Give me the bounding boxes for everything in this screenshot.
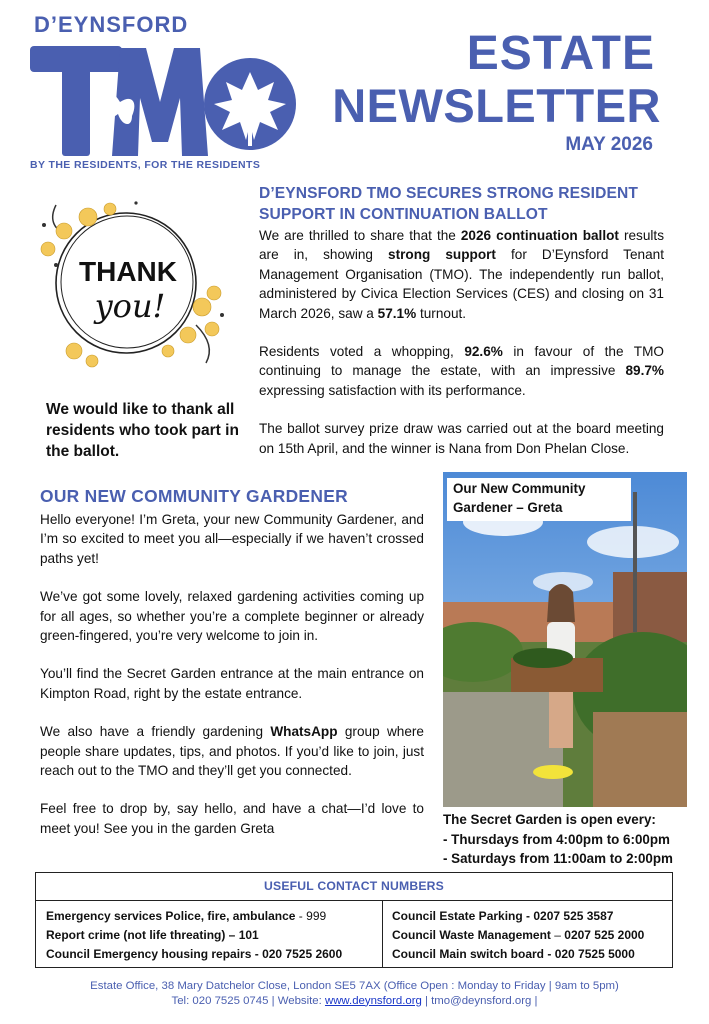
ballot-article-body <box>259 226 664 477</box>
flower-cluster-top-left-icon <box>41 203 116 256</box>
footer <box>0 979 709 1008</box>
gardener-photo <box>443 472 687 807</box>
gardener-heading: OUR NEW COMMUNITY GARDENER <box>40 486 348 506</box>
contacts-title: USEFUL CONTACT NUMBERS <box>264 879 444 893</box>
gardener-paragraph-3: You’ll find the Secret Garden entrance at the main entrance on Kimpton Road, right by the estate entrance. <box>40 666 424 701</box>
gardener-paragraph-5: Feel free to drop by, say hello, and have a chat—I’d love to meet you! See you in the garden Greta <box>40 801 424 836</box>
contact-row: Emergency services Police, fire, ambulance - 999 <box>46 909 327 923</box>
opening-time-saturday: - Saturdays from 11:00am to 2:00pm <box>443 851 673 866</box>
thank-you-caption: We would like to thank all residents who took part in the ballot. <box>46 401 239 460</box>
website-link[interactable]: www.deynsford.org <box>324 994 422 1007</box>
contact-row: Council Waste Management – 0207 525 2000 <box>392 928 645 942</box>
tagline: BY THE RESIDENTS, FOR THE RESIDENTS <box>30 159 261 171</box>
issue-date: MAY 2026 <box>565 134 653 155</box>
title-line-newsletter: NEWSLETTER <box>332 79 661 132</box>
garden-opening-times <box>443 810 673 869</box>
flower-small-bottom-left-icon <box>66 343 98 367</box>
contacts-left-column <box>46 907 342 964</box>
thank-you-graphic <box>26 195 234 371</box>
thank-you-word-you: you! <box>94 287 166 325</box>
ballot-paragraph-2: Residents voted a whopping, 92.6% in favour of the TMO continuing to manage the estate, with an impressive 89.7% expressing satisfaction with its performance. <box>259 344 664 398</box>
title-line-estate: ESTATE <box>466 27 655 80</box>
useful-contacts-box <box>35 872 673 968</box>
gardener-paragraph-1: Hello everyone! I’m Greta, your new Community Gardener, and I’m so excited to meet you all—especially if we haven’t crossed paths yet! <box>40 512 424 566</box>
opening-times-heading: The Secret Garden is open every: <box>443 812 656 827</box>
contact-row: Council Main switch board - 020 7525 5000 <box>392 947 635 961</box>
contacts-right-column <box>392 907 644 964</box>
gardener-article-body <box>40 510 424 857</box>
footer-address: Estate Office, 38 Mary Datchelor Close, London SE5 7AX (Office Open : Monday to Friday | 9am to 5pm) <box>90 980 619 992</box>
opening-time-thursday: - Thursdays from 4:00pm to 6:00pm <box>443 831 670 847</box>
ballot-paragraph-1: We are thrilled to share that the 2026 continuation ballot results are in, showing strong support for D’Eynsford Tenant Management Organisation (TMO). The independently run ballot, administered by Civica Election Services (CES) and closing on 31 March 2026, saw a 57.1% turnout. <box>259 228 665 321</box>
thank-you-word-thank: THANK <box>79 256 177 287</box>
gardener-paragraph-2: We’ve got some lovely, relaxed gardening activities coming up for all ages, so whether you’re a complete beginner or already green-fingered, you’re very welcome to join in. <box>40 589 424 644</box>
gardener-paragraph-4: We also have a friendly gardening WhatsApp group where people share updates, tips, and photos. If you’d like to join, just reach out to the TMO and they’ll get you connected. <box>40 724 424 779</box>
contact-row: Report crime (not life threating) – 101 <box>46 928 259 942</box>
contact-row: Council Estate Parking - 0207 525 3587 <box>392 909 614 923</box>
tmo-logo <box>28 42 296 160</box>
ballot-headline: D’EYNSFORD TMO SECURES STRONG RESIDENT SUPPORT IN CONTINUATION BALLOT <box>259 185 638 223</box>
ballot-paragraph-3: The ballot survey prize draw was carried out at the board meeting on 15th April, and the winner is Nana from Don Phelan Close. <box>259 421 664 456</box>
footer-contact-line: Tel: 020 7525 0745 | Website: www.deynsford.org | tmo@deynsford.org | <box>171 994 538 1007</box>
contact-row: Council Emergency housing repairs - 020 7525 2600 <box>46 947 343 961</box>
newsletter-title <box>332 27 661 132</box>
brand-name: D’EYNSFORD <box>34 12 189 37</box>
photo-caption: Our New Community Gardener – Greta <box>447 478 631 521</box>
